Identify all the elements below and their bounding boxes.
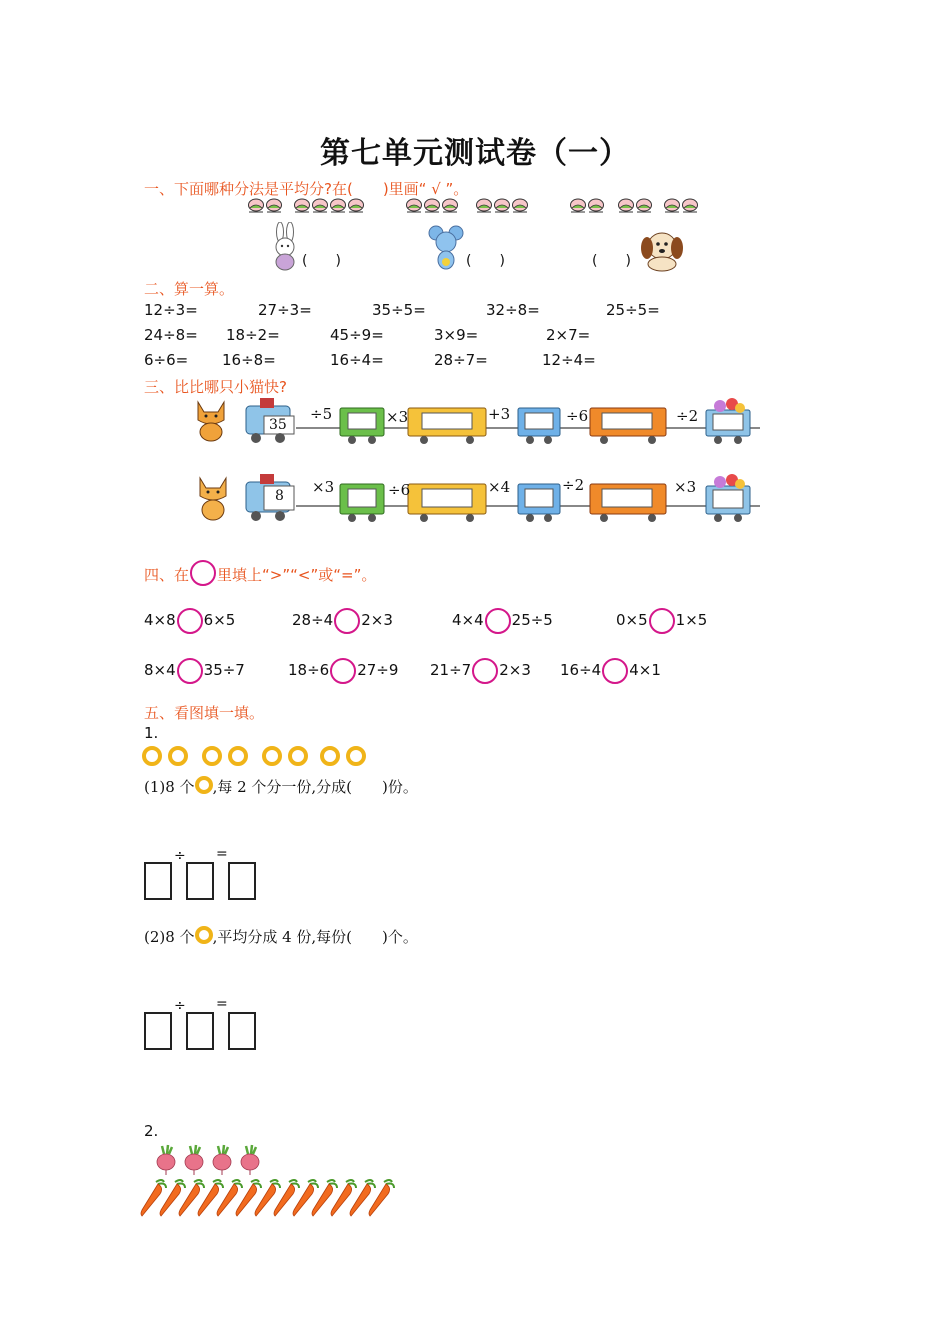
ring-icon bbox=[320, 746, 340, 766]
calc-item: 28÷7= bbox=[434, 351, 488, 369]
compare-circle[interactable] bbox=[177, 658, 203, 684]
answer-box[interactable] bbox=[144, 1012, 172, 1050]
calc-item: 16÷4= bbox=[330, 351, 384, 369]
train-1-op: ÷2 bbox=[676, 407, 699, 425]
calc-item: 6÷6= bbox=[144, 351, 189, 369]
ring-icon bbox=[142, 746, 162, 766]
calc-item: 45÷9= bbox=[330, 326, 384, 344]
train-2-op: ÷2 bbox=[562, 476, 585, 494]
section-3-heading: 三、比比哪只小猫快? bbox=[144, 378, 287, 396]
compare-item: 28÷4 2×3 bbox=[292, 608, 393, 634]
radish-row bbox=[154, 1144, 274, 1176]
dog-icon bbox=[638, 226, 686, 272]
peach-groups bbox=[248, 196, 708, 218]
train-2-op: ×3 bbox=[312, 478, 335, 496]
train-1-op: +3 bbox=[488, 405, 511, 423]
section-4-heading-a: 四、在 bbox=[144, 566, 190, 584]
page-title: 第七单元测试卷（一） bbox=[320, 136, 630, 171]
calc-item: 12÷3= bbox=[144, 301, 198, 319]
calc-item: 2×7= bbox=[546, 326, 591, 344]
ring-icon bbox=[195, 776, 213, 794]
compare-circle[interactable] bbox=[334, 608, 360, 634]
radish-icon bbox=[213, 1145, 231, 1175]
train-2 bbox=[190, 472, 760, 524]
carrot-icon bbox=[369, 1180, 394, 1216]
ring-row bbox=[142, 746, 382, 768]
train-1-start-value: 35 bbox=[269, 417, 287, 433]
mouse-answer-blank[interactable]: ( ) bbox=[466, 253, 505, 269]
ring-icon bbox=[195, 926, 213, 944]
compare-item: 16÷4 4×1 bbox=[560, 658, 661, 684]
answer-box[interactable] bbox=[228, 862, 256, 900]
compare-circle[interactable] bbox=[649, 608, 675, 634]
dog-answer-blank[interactable]: ( ) bbox=[592, 253, 631, 269]
section-4-heading-b: 里填上“>”“<”或“=”。 bbox=[217, 566, 377, 584]
answer-box[interactable] bbox=[186, 1012, 214, 1050]
compare-circle[interactable] bbox=[485, 608, 511, 634]
train-2-start-value: 8 bbox=[275, 488, 284, 504]
train-1-op: ×3 bbox=[386, 408, 409, 426]
compare-item: 4×4 25÷5 bbox=[452, 608, 553, 634]
calc-item: 32÷8= bbox=[486, 301, 540, 319]
train-2-op: ×3 bbox=[674, 478, 697, 496]
calc-item: 12÷4= bbox=[542, 351, 596, 369]
calc-item: 27÷3= bbox=[258, 301, 312, 319]
section-5-heading: 五、看图填一填。 bbox=[144, 704, 265, 722]
divide-sign: ÷ bbox=[174, 998, 186, 1014]
calc-item: 25÷5= bbox=[606, 301, 660, 319]
ring-icon bbox=[228, 746, 248, 766]
ring-icon bbox=[262, 746, 282, 766]
compare-item: 4×8 6×5 bbox=[144, 608, 235, 634]
carrot-row bbox=[140, 1178, 404, 1220]
calc-item: 3×9= bbox=[434, 326, 479, 344]
train-2-op: ×4 bbox=[488, 478, 511, 496]
peach-group-2 bbox=[407, 199, 528, 212]
equation-2 bbox=[144, 998, 264, 1054]
section-4-heading bbox=[144, 560, 376, 586]
cat-icon bbox=[190, 398, 232, 442]
compare-circle[interactable] bbox=[602, 658, 628, 684]
equals-sign: = bbox=[216, 846, 228, 862]
rabbit-answer-blank[interactable]: ( ) bbox=[302, 253, 341, 269]
question-2-number: 2. bbox=[144, 1122, 159, 1140]
cat-icon bbox=[192, 474, 234, 522]
calc-item: 18÷2= bbox=[226, 326, 280, 344]
train-1 bbox=[190, 396, 760, 446]
calc-item: 35÷5= bbox=[372, 301, 426, 319]
peach-group-3 bbox=[571, 199, 698, 212]
train-1-op: ÷5 bbox=[310, 405, 333, 423]
answer-box[interactable] bbox=[228, 1012, 256, 1050]
calc-item: 24÷8= bbox=[144, 326, 198, 344]
question-1-number: 1. bbox=[144, 724, 159, 742]
radish-icon bbox=[241, 1145, 259, 1175]
ring-icon bbox=[202, 746, 222, 766]
rabbit-icon bbox=[268, 222, 302, 272]
compare-circle-icon bbox=[190, 560, 216, 586]
train-1-op: ÷6 bbox=[566, 407, 589, 425]
compare-item: 18÷6 27÷9 bbox=[288, 658, 398, 684]
answer-box[interactable] bbox=[144, 862, 172, 900]
compare-circle[interactable] bbox=[177, 608, 203, 634]
ring-icon bbox=[288, 746, 308, 766]
question-1b: (2)8 个 ,平均分成 4 份,每份( )个。 bbox=[144, 928, 418, 946]
section-1-heading: 一、下面哪种分法是平均分?在( )里画“ √ ”。 bbox=[144, 180, 469, 198]
ring-icon bbox=[346, 746, 366, 766]
compare-circle[interactable] bbox=[472, 658, 498, 684]
peach-group-1 bbox=[249, 199, 364, 212]
compare-circle[interactable] bbox=[330, 658, 356, 684]
equals-sign: = bbox=[216, 996, 228, 1012]
compare-item: 21÷7 2×3 bbox=[430, 658, 531, 684]
question-1a: (1)8 个 ,每 2 个分一份,分成( )份。 bbox=[144, 778, 418, 796]
radish-icon bbox=[185, 1145, 203, 1175]
compare-item: 0×5 1×5 bbox=[616, 608, 707, 634]
compare-item: 8×4 35÷7 bbox=[144, 658, 245, 684]
mouse-icon bbox=[428, 224, 464, 272]
section-2-heading: 二、算一算。 bbox=[144, 280, 235, 298]
calc-item: 16÷8= bbox=[222, 351, 276, 369]
ring-icon bbox=[168, 746, 188, 766]
answer-box[interactable] bbox=[186, 862, 214, 900]
equation-1 bbox=[144, 848, 264, 904]
divide-sign: ÷ bbox=[174, 848, 186, 864]
radish-icon bbox=[157, 1145, 175, 1175]
train-2-op: ÷6 bbox=[388, 481, 411, 499]
